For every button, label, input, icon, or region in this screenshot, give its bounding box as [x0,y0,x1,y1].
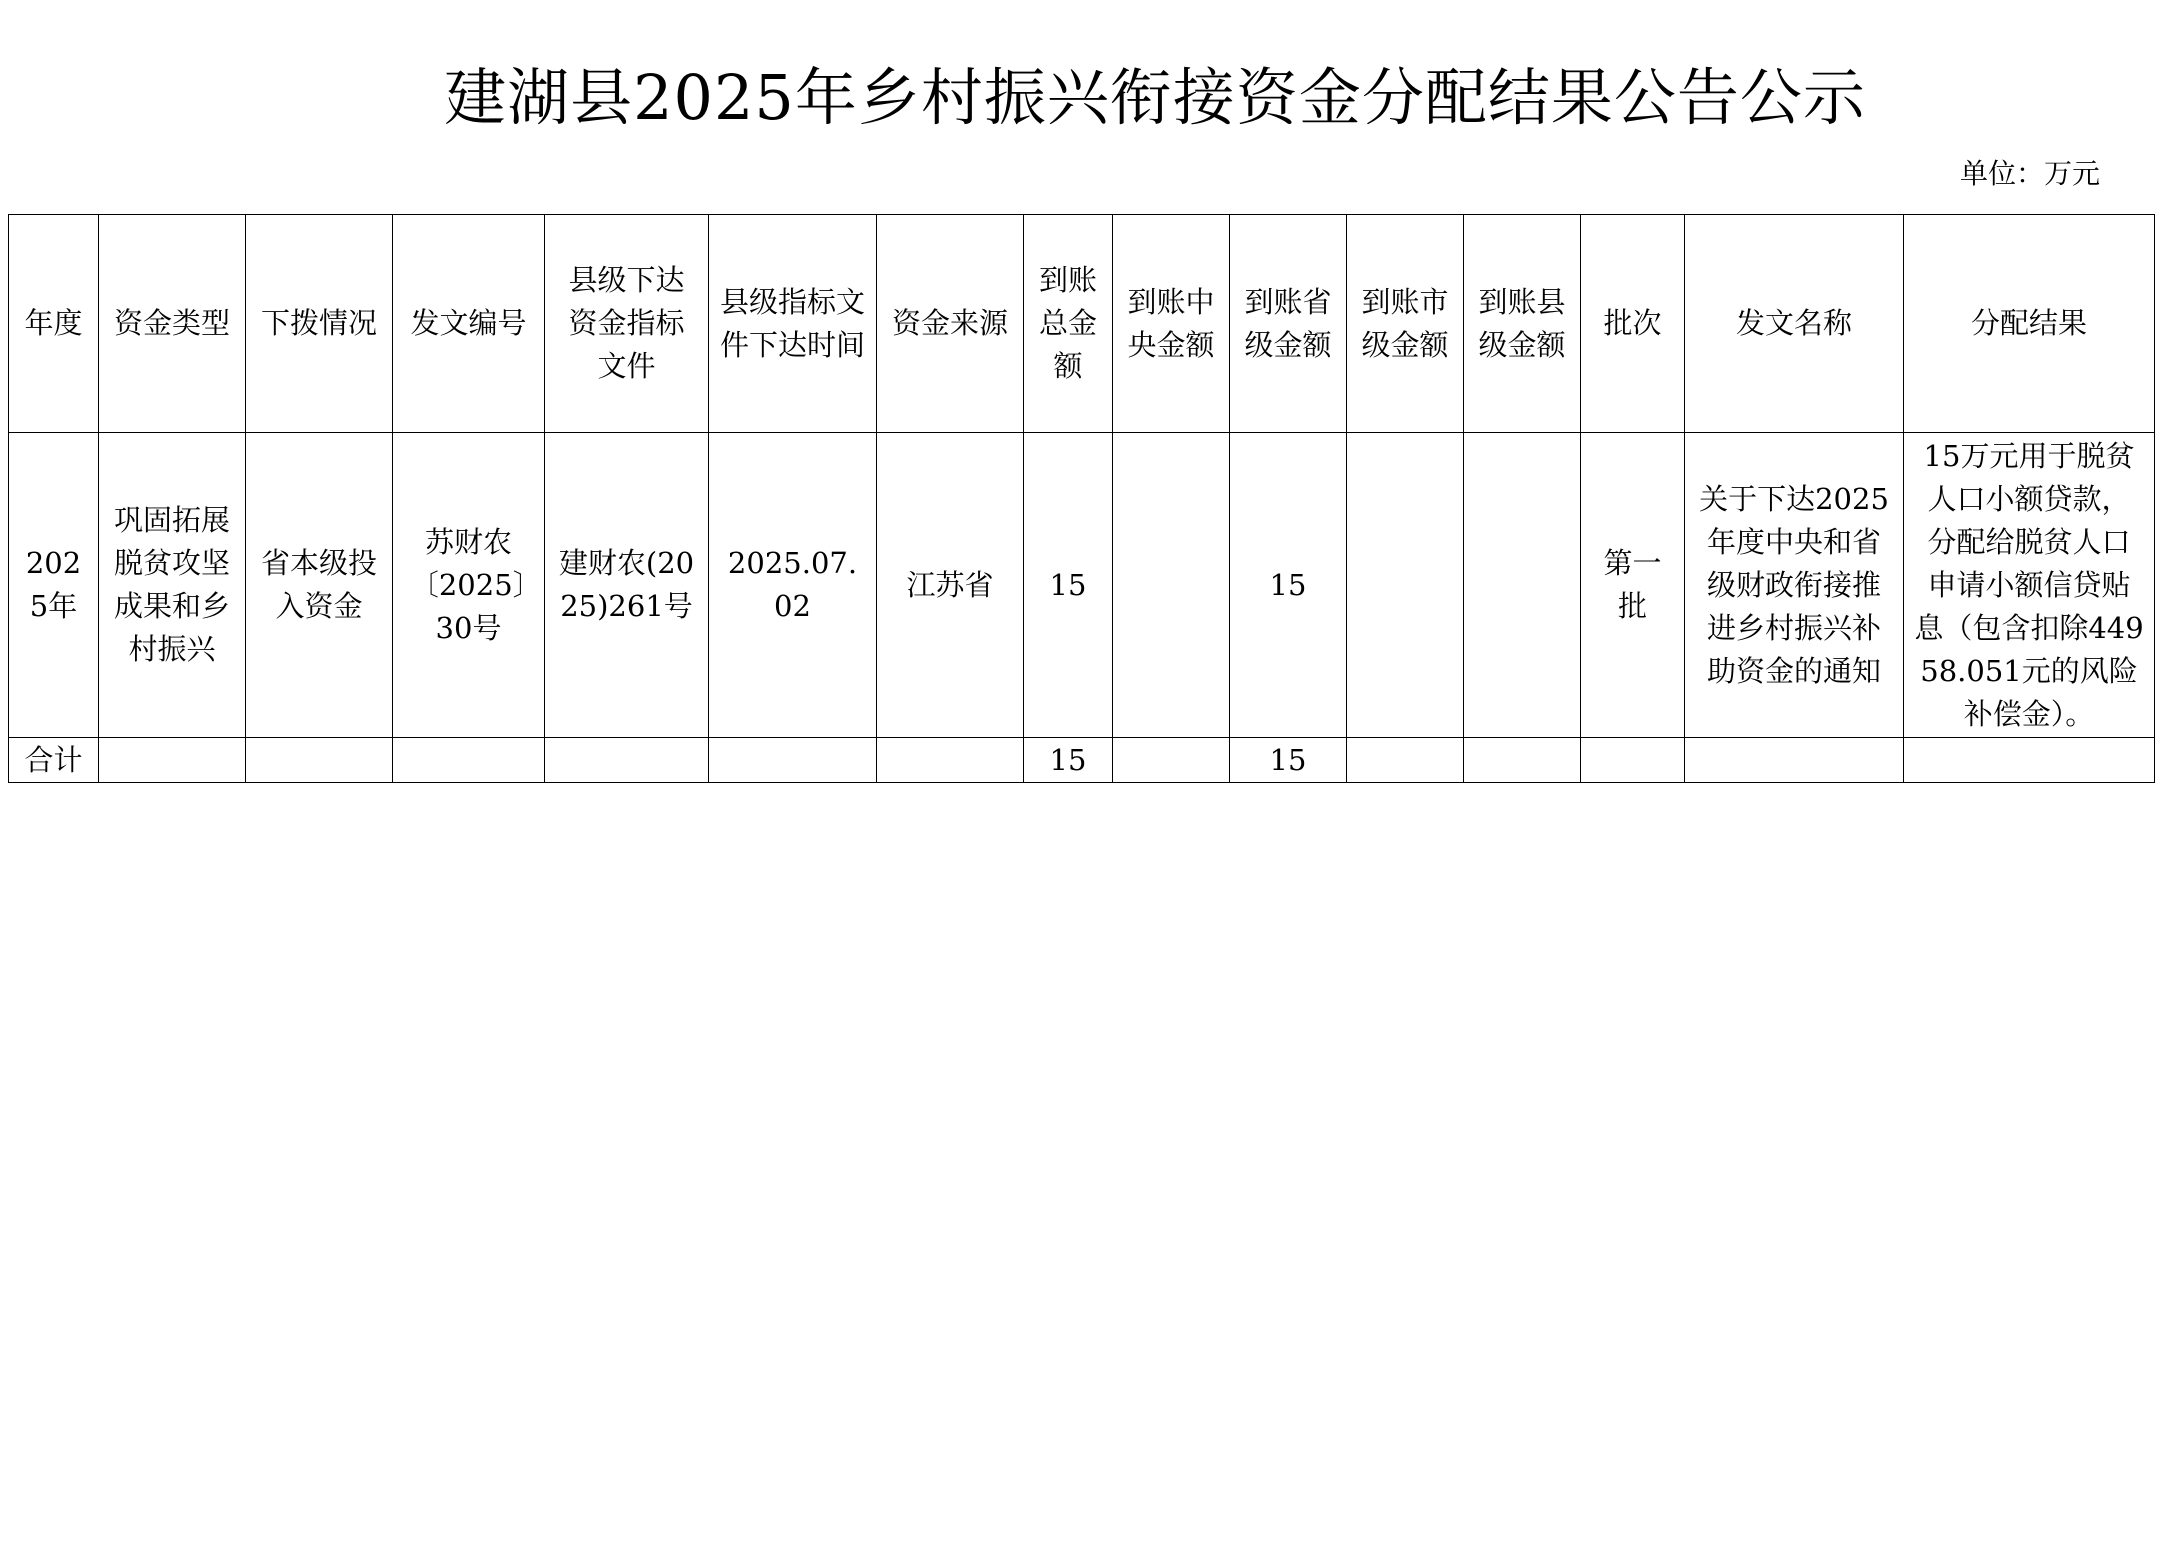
total-empty-cell [393,738,545,783]
cell-issue-date: 2025.07.02 [709,433,877,738]
cell-doc-title: 关于下达2025年度中央和省级财政衔接推进乡村振兴补助资金的通知 [1685,433,1904,738]
cell-allocation: 省本级投入资金 [246,433,393,738]
cell-central [1113,433,1230,738]
cell-doc-number: 苏财农〔2025〕30号 [393,433,545,738]
cell-county-doc: 建财农(2025)261号 [545,433,709,738]
header-source: 资金来源 [877,215,1024,433]
total-empty-cell [1581,738,1685,783]
header-doc-title: 发文名称 [1685,215,1904,433]
header-issue-date: 县级指标文件下达时间 [709,215,877,433]
total-city [1347,738,1464,783]
header-county: 到账县级金额 [1464,215,1581,433]
total-empty-cell [1685,738,1904,783]
total-empty-cell [709,738,877,783]
header-result: 分配结果 [1904,215,2155,433]
cell-total: 15 [1024,433,1113,738]
total-label: 合计 [9,738,99,783]
header-city: 到账市级金额 [1347,215,1464,433]
cell-source: 江苏省 [877,433,1024,738]
allocation-table [8,214,2155,783]
cell-batch: 第一批 [1581,433,1685,738]
total-empty-cell [877,738,1024,783]
table-total-row [9,738,2155,783]
header-batch: 批次 [1581,215,1685,433]
table-row [9,433,2155,738]
header-central: 到账中央金额 [1113,215,1230,433]
header-total: 到账总金额 [1024,215,1113,433]
total-empty-cell [246,738,393,783]
cell-county [1464,433,1581,738]
cell-fund-type: 巩固拓展脱贫攻坚成果和乡村振兴 [99,433,246,738]
total-central [1113,738,1230,783]
total-county [1464,738,1581,783]
header-allocation: 下拨情况 [246,215,393,433]
unit-label: 单位：万元 [1959,157,2100,190]
table-header-row [9,215,2155,433]
header-doc-number: 发文编号 [393,215,545,433]
cell-provincial: 15 [1230,433,1347,738]
cell-year: 2025年 [9,433,99,738]
cell-result: 15万元用于脱贫人口小额贷款，分配给脱贫人口申请小额信贷贴息（包含扣除44958.051元的风险补偿金）。 [1904,433,2155,738]
header-county-doc: 县级下达资金指标文件 [545,215,709,433]
header-provincial: 到账省级金额 [1230,215,1347,433]
header-fund-type: 资金类型 [99,215,246,433]
total-amount: 15 [1024,738,1113,783]
cell-city [1347,433,1464,738]
total-provincial: 15 [1230,738,1347,783]
total-empty-cell [1904,738,2155,783]
total-empty-cell [545,738,709,783]
page-title: 建湖县2025年乡村振兴衔接资金分配结果公告公示 [444,61,1866,134]
header-year: 年度 [9,215,99,433]
total-empty-cell [99,738,246,783]
